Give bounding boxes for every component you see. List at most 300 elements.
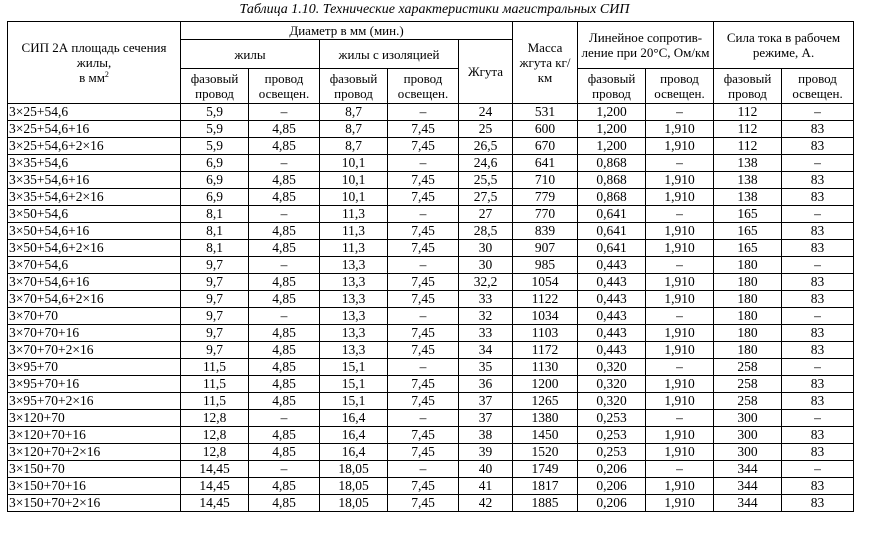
cell-current-lighting: 83	[782, 274, 854, 291]
cell-cross-section: 3×150+70+16	[8, 478, 181, 495]
cell-mass: 1034	[513, 308, 578, 325]
cell-cross-section: 3×35+54,6	[8, 155, 181, 172]
cell-insulated-phase: 13,3	[320, 257, 388, 274]
cell-insulated-lighting: 7,45	[388, 495, 459, 512]
cell-insulated-lighting: –	[388, 104, 459, 121]
table-row	[8, 172, 854, 189]
header-cross-section-sup: 2	[104, 70, 109, 79]
cell-core-phase: 8,1	[181, 240, 249, 257]
cell-resistance-lighting: 1,910	[646, 444, 714, 461]
header-core-lighting: провод освещен.	[249, 69, 320, 104]
cell-core-phase: 9,7	[181, 274, 249, 291]
cell-mass: 839	[513, 223, 578, 240]
cell-cross-section: 3×70+54,6+2×16	[8, 291, 181, 308]
cell-core-phase: 11,5	[181, 359, 249, 376]
cell-insulated-phase: 13,3	[320, 342, 388, 359]
cell-core-phase: 6,9	[181, 155, 249, 172]
cell-resistance-lighting: –	[646, 461, 714, 478]
header-bundle: Жгута	[459, 40, 513, 104]
cell-current-phase: 165	[714, 240, 782, 257]
cell-resistance-lighting: 1,910	[646, 121, 714, 138]
header-cross-section-line1: СИП 2А площадь сечения	[21, 40, 167, 55]
cell-current-lighting: 83	[782, 189, 854, 206]
cell-cross-section: 3×35+54,6+16	[8, 172, 181, 189]
cell-bundle: 24,6	[459, 155, 513, 172]
cell-cross-section: 3×25+54,6+2×16	[8, 138, 181, 155]
cell-insulated-phase: 13,3	[320, 291, 388, 308]
table-row	[8, 291, 854, 308]
cell-resistance-lighting: –	[646, 257, 714, 274]
cell-mass: 1103	[513, 325, 578, 342]
cell-core-phase: 12,8	[181, 427, 249, 444]
specs-table	[7, 21, 854, 512]
cell-insulated-lighting: 7,45	[388, 478, 459, 495]
cell-current-lighting: 83	[782, 291, 854, 308]
table-row	[8, 376, 854, 393]
cell-current-phase: 300	[714, 427, 782, 444]
cell-resistance-phase: 0,320	[578, 359, 646, 376]
cell-insulated-lighting: –	[388, 359, 459, 376]
cell-resistance-lighting: 1,910	[646, 495, 714, 512]
cell-current-phase: 112	[714, 104, 782, 121]
cell-current-phase: 112	[714, 138, 782, 155]
table-body	[8, 104, 854, 512]
cell-core-phase: 14,45	[181, 478, 249, 495]
cell-insulated-phase: 15,1	[320, 376, 388, 393]
table-row	[8, 495, 854, 512]
cell-resistance-phase: 0,868	[578, 189, 646, 206]
cell-mass: 1200	[513, 376, 578, 393]
cell-insulated-phase: 16,4	[320, 410, 388, 427]
cell-insulated-lighting: 7,45	[388, 274, 459, 291]
cell-insulated-phase: 11,3	[320, 240, 388, 257]
cell-mass: 1450	[513, 427, 578, 444]
cell-current-lighting: –	[782, 155, 854, 172]
cell-insulated-phase: 13,3	[320, 274, 388, 291]
cell-insulated-phase: 15,1	[320, 393, 388, 410]
cell-resistance-phase: 0,443	[578, 325, 646, 342]
header-mass: Масса жгута кг/км	[513, 22, 578, 104]
cell-core-lighting: –	[249, 206, 320, 223]
header-current-phase: фазовый провод	[714, 69, 782, 104]
table-row	[8, 308, 854, 325]
cell-resistance-phase: 0,443	[578, 274, 646, 291]
cell-bundle: 34	[459, 342, 513, 359]
cell-current-lighting: 83	[782, 427, 854, 444]
cell-resistance-phase: 0,641	[578, 223, 646, 240]
cell-bundle: 36	[459, 376, 513, 393]
cell-core-phase: 12,8	[181, 444, 249, 461]
cell-insulated-phase: 18,05	[320, 478, 388, 495]
table-row	[8, 325, 854, 342]
cell-current-phase: 258	[714, 376, 782, 393]
cell-current-phase: 112	[714, 121, 782, 138]
cell-insulated-lighting: –	[388, 155, 459, 172]
cell-mass: 1172	[513, 342, 578, 359]
cell-resistance-lighting: 1,910	[646, 325, 714, 342]
cell-core-phase: 5,9	[181, 138, 249, 155]
table-row	[8, 223, 854, 240]
cell-current-phase: 258	[714, 359, 782, 376]
header-insulated-lighting: провод освещен.	[388, 69, 459, 104]
cell-mass: 779	[513, 189, 578, 206]
cell-core-lighting: 4,85	[249, 376, 320, 393]
cell-mass: 531	[513, 104, 578, 121]
cell-resistance-phase: 1,200	[578, 104, 646, 121]
cell-insulated-phase: 8,7	[320, 138, 388, 155]
cell-insulated-phase: 16,4	[320, 444, 388, 461]
table-row	[8, 444, 854, 461]
cell-resistance-lighting: 1,910	[646, 291, 714, 308]
cell-insulated-phase: 8,7	[320, 104, 388, 121]
cell-bundle: 37	[459, 410, 513, 427]
cell-core-lighting: 4,85	[249, 444, 320, 461]
cell-current-phase: 138	[714, 189, 782, 206]
cell-insulated-phase: 15,1	[320, 359, 388, 376]
cell-insulated-lighting: 7,45	[388, 444, 459, 461]
cell-mass: 1122	[513, 291, 578, 308]
cell-resistance-lighting: –	[646, 206, 714, 223]
table-row	[8, 274, 854, 291]
cell-current-phase: 344	[714, 495, 782, 512]
cell-core-phase: 12,8	[181, 410, 249, 427]
cell-core-phase: 5,9	[181, 121, 249, 138]
cell-insulated-lighting: 7,45	[388, 393, 459, 410]
cell-mass: 600	[513, 121, 578, 138]
cell-mass: 1380	[513, 410, 578, 427]
cell-insulated-phase: 18,05	[320, 495, 388, 512]
cell-core-lighting: 4,85	[249, 342, 320, 359]
cell-current-lighting: 83	[782, 138, 854, 155]
cell-resistance-lighting: 1,910	[646, 342, 714, 359]
cell-cross-section: 3×95+70+2×16	[8, 393, 181, 410]
cell-core-lighting: –	[249, 104, 320, 121]
cell-bundle: 30	[459, 240, 513, 257]
cell-insulated-lighting: 7,45	[388, 138, 459, 155]
table-row	[8, 342, 854, 359]
cell-insulated-lighting: 7,45	[388, 121, 459, 138]
cell-core-phase: 11,5	[181, 376, 249, 393]
cell-mass: 907	[513, 240, 578, 257]
cell-current-phase: 180	[714, 257, 782, 274]
cell-current-lighting: –	[782, 410, 854, 427]
cell-insulated-lighting: –	[388, 410, 459, 427]
cell-current-phase: 300	[714, 444, 782, 461]
table-row	[8, 240, 854, 257]
cell-cross-section: 3×50+54,6	[8, 206, 181, 223]
cell-current-phase: 180	[714, 291, 782, 308]
cell-current-phase: 300	[714, 410, 782, 427]
cell-core-lighting: 4,85	[249, 121, 320, 138]
cell-bundle: 33	[459, 291, 513, 308]
cell-resistance-phase: 0,443	[578, 291, 646, 308]
cell-insulated-lighting: 7,45	[388, 291, 459, 308]
table-caption: Таблица 1.10. Технические характеристики магистральных СИП	[239, 2, 630, 17]
cell-mass: 1130	[513, 359, 578, 376]
cell-mass: 985	[513, 257, 578, 274]
cell-core-lighting: 4,85	[249, 325, 320, 342]
cell-current-phase: 165	[714, 206, 782, 223]
cell-insulated-phase: 10,1	[320, 189, 388, 206]
cell-core-phase: 8,1	[181, 206, 249, 223]
header-resistance-group: Линейное сопротив-ление при 20°С, Ом/км	[578, 22, 714, 69]
cell-resistance-phase: 0,253	[578, 444, 646, 461]
table-row	[8, 478, 854, 495]
cell-current-phase: 138	[714, 172, 782, 189]
cell-resistance-phase: 0,868	[578, 155, 646, 172]
cell-resistance-lighting: 1,910	[646, 376, 714, 393]
cell-bundle: 28,5	[459, 223, 513, 240]
cell-cross-section: 3×25+54,6	[8, 104, 181, 121]
cell-core-lighting: 4,85	[249, 189, 320, 206]
cell-resistance-lighting: –	[646, 155, 714, 172]
cell-core-lighting: 4,85	[249, 393, 320, 410]
cell-insulated-lighting: –	[388, 206, 459, 223]
cell-bundle: 27	[459, 206, 513, 223]
table-row	[8, 155, 854, 172]
cell-bundle: 26,5	[459, 138, 513, 155]
cell-resistance-lighting: 1,910	[646, 172, 714, 189]
cell-bundle: 27,5	[459, 189, 513, 206]
table-row	[8, 359, 854, 376]
cell-mass: 1054	[513, 274, 578, 291]
cell-core-lighting: –	[249, 155, 320, 172]
cell-cross-section: 3×95+70+16	[8, 376, 181, 393]
cell-core-lighting: –	[249, 461, 320, 478]
cell-resistance-lighting: 1,910	[646, 274, 714, 291]
cell-core-lighting: 4,85	[249, 291, 320, 308]
cell-core-lighting: 4,85	[249, 427, 320, 444]
cell-core-lighting: 4,85	[249, 274, 320, 291]
cell-insulated-phase: 11,3	[320, 223, 388, 240]
cell-mass: 641	[513, 155, 578, 172]
table-row	[8, 393, 854, 410]
cell-core-phase: 14,45	[181, 495, 249, 512]
cell-mass: 1265	[513, 393, 578, 410]
cell-bundle: 39	[459, 444, 513, 461]
cell-current-lighting: 83	[782, 393, 854, 410]
cell-bundle: 42	[459, 495, 513, 512]
cell-resistance-lighting: 1,910	[646, 138, 714, 155]
cell-current-lighting: 83	[782, 325, 854, 342]
cell-resistance-phase: 0,443	[578, 257, 646, 274]
cell-bundle: 32	[459, 308, 513, 325]
cell-current-phase: 344	[714, 478, 782, 495]
cell-core-phase: 11,5	[181, 393, 249, 410]
header-insulated-phase: фазовый провод	[320, 69, 388, 104]
cell-core-lighting: 4,85	[249, 172, 320, 189]
cell-bundle: 38	[459, 427, 513, 444]
table-row	[8, 138, 854, 155]
cell-core-phase: 5,9	[181, 104, 249, 121]
cell-cross-section: 3×25+54,6+16	[8, 121, 181, 138]
cell-resistance-phase: 0,206	[578, 478, 646, 495]
cell-current-phase: 138	[714, 155, 782, 172]
cell-bundle: 33	[459, 325, 513, 342]
cell-current-lighting: 83	[782, 478, 854, 495]
cell-cross-section: 3×70+70	[8, 308, 181, 325]
cell-current-phase: 180	[714, 325, 782, 342]
cell-resistance-phase: 0,253	[578, 427, 646, 444]
header-core-phase: фазовый провод	[181, 69, 249, 104]
cell-current-lighting: 83	[782, 444, 854, 461]
cell-current-lighting: –	[782, 206, 854, 223]
cell-mass: 1520	[513, 444, 578, 461]
header-current-group: Сила тока в рабочем режиме, А.	[714, 22, 854, 69]
cell-resistance-phase: 0,253	[578, 410, 646, 427]
cell-cross-section: 3×120+70+16	[8, 427, 181, 444]
cell-bundle: 37	[459, 393, 513, 410]
cell-current-phase: 258	[714, 393, 782, 410]
cell-insulated-lighting: –	[388, 461, 459, 478]
cell-core-lighting: –	[249, 257, 320, 274]
cell-current-lighting: 83	[782, 376, 854, 393]
cell-bundle: 32,2	[459, 274, 513, 291]
cell-bundle: 24	[459, 104, 513, 121]
header-resistance-phase: фазовый провод	[578, 69, 646, 104]
cell-bundle: 25	[459, 121, 513, 138]
cell-current-lighting: 83	[782, 172, 854, 189]
cell-mass: 1817	[513, 478, 578, 495]
cell-current-lighting: 83	[782, 121, 854, 138]
cell-resistance-phase: 1,200	[578, 121, 646, 138]
cell-resistance-phase: 0,868	[578, 172, 646, 189]
cell-resistance-phase: 0,443	[578, 308, 646, 325]
table-row	[8, 104, 854, 121]
cell-insulated-phase: 13,3	[320, 308, 388, 325]
cell-resistance-lighting: 1,910	[646, 478, 714, 495]
cell-mass: 770	[513, 206, 578, 223]
table-row	[8, 410, 854, 427]
cell-insulated-phase: 10,1	[320, 172, 388, 189]
cell-resistance-phase: 0,206	[578, 495, 646, 512]
header-cross-section	[8, 22, 181, 104]
cell-core-lighting: 4,85	[249, 138, 320, 155]
cell-core-lighting: 4,85	[249, 240, 320, 257]
cell-core-lighting: 4,85	[249, 478, 320, 495]
cell-cross-section: 3×150+70	[8, 461, 181, 478]
cell-resistance-phase: 0,641	[578, 206, 646, 223]
cell-core-phase: 6,9	[181, 172, 249, 189]
cell-current-lighting: –	[782, 257, 854, 274]
table-row	[8, 189, 854, 206]
cell-resistance-lighting: –	[646, 359, 714, 376]
table-row	[8, 257, 854, 274]
cell-resistance-lighting: 1,910	[646, 240, 714, 257]
cell-insulated-lighting: 7,45	[388, 172, 459, 189]
cell-current-phase: 165	[714, 223, 782, 240]
cell-core-phase: 9,7	[181, 257, 249, 274]
cell-core-phase: 9,7	[181, 291, 249, 308]
cell-bundle: 30	[459, 257, 513, 274]
cell-insulated-lighting: 7,45	[388, 376, 459, 393]
cell-current-lighting: –	[782, 359, 854, 376]
table-row	[8, 461, 854, 478]
cell-insulated-lighting: 7,45	[388, 342, 459, 359]
cell-insulated-lighting: 7,45	[388, 223, 459, 240]
header-diameter-group: Диаметр в мм (мин.)	[181, 22, 513, 40]
cell-insulated-lighting: 7,45	[388, 427, 459, 444]
cell-cross-section: 3×50+54,6+16	[8, 223, 181, 240]
cell-insulated-phase: 16,4	[320, 427, 388, 444]
cell-current-lighting: –	[782, 461, 854, 478]
cell-bundle: 35	[459, 359, 513, 376]
cell-resistance-phase: 0,206	[578, 461, 646, 478]
cell-current-phase: 180	[714, 342, 782, 359]
cell-core-phase: 14,45	[181, 461, 249, 478]
cell-bundle: 25,5	[459, 172, 513, 189]
header-core-insulated-group: жилы с изоляцией	[320, 40, 459, 69]
cell-core-phase: 6,9	[181, 189, 249, 206]
cell-insulated-phase: 8,7	[320, 121, 388, 138]
cell-cross-section: 3×120+70+2×16	[8, 444, 181, 461]
cell-cross-section: 3×120+70	[8, 410, 181, 427]
cell-bundle: 40	[459, 461, 513, 478]
cell-mass: 1885	[513, 495, 578, 512]
cell-core-phase: 9,7	[181, 342, 249, 359]
cell-resistance-lighting: –	[646, 308, 714, 325]
cell-cross-section: 3×70+70+16	[8, 325, 181, 342]
cell-insulated-phase: 10,1	[320, 155, 388, 172]
cell-current-lighting: 83	[782, 240, 854, 257]
cell-resistance-phase: 0,443	[578, 342, 646, 359]
cell-insulated-phase: 11,3	[320, 206, 388, 223]
cell-current-lighting: 83	[782, 223, 854, 240]
cell-core-lighting: 4,85	[249, 359, 320, 376]
cell-core-phase: 8,1	[181, 223, 249, 240]
cell-core-lighting: 4,85	[249, 495, 320, 512]
cell-cross-section: 3×35+54,6+2×16	[8, 189, 181, 206]
header-core-group: жилы	[181, 40, 320, 69]
cell-core-lighting: –	[249, 308, 320, 325]
cell-cross-section: 3×70+54,6	[8, 257, 181, 274]
header-cross-section-line2: жилы,	[76, 55, 112, 70]
table-row	[8, 427, 854, 444]
cell-resistance-phase: 0,320	[578, 393, 646, 410]
cell-current-lighting: –	[782, 104, 854, 121]
cell-cross-section: 3×70+70+2×16	[8, 342, 181, 359]
cell-cross-section: 3×95+70	[8, 359, 181, 376]
cell-mass: 710	[513, 172, 578, 189]
cell-insulated-lighting: –	[388, 308, 459, 325]
cell-core-lighting: –	[249, 410, 320, 427]
cell-core-phase: 9,7	[181, 325, 249, 342]
cell-insulated-phase: 18,05	[320, 461, 388, 478]
cell-cross-section: 3×70+54,6+16	[8, 274, 181, 291]
cell-bundle: 41	[459, 478, 513, 495]
cell-current-lighting: –	[782, 308, 854, 325]
cell-current-lighting: 83	[782, 495, 854, 512]
cell-insulated-lighting: 7,45	[388, 240, 459, 257]
cell-mass: 1749	[513, 461, 578, 478]
cell-resistance-lighting: –	[646, 410, 714, 427]
header-current-lighting: провод освещен.	[782, 69, 854, 104]
cell-current-phase: 180	[714, 308, 782, 325]
cell-insulated-lighting: –	[388, 257, 459, 274]
header-cross-section-line3: в мм	[79, 70, 105, 85]
cell-resistance-phase: 1,200	[578, 138, 646, 155]
table-row	[8, 206, 854, 223]
cell-resistance-lighting: –	[646, 104, 714, 121]
cell-resistance-lighting: 1,910	[646, 189, 714, 206]
cell-insulated-lighting: 7,45	[388, 189, 459, 206]
cell-cross-section: 3×150+70+2×16	[8, 495, 181, 512]
cell-current-lighting: 83	[782, 342, 854, 359]
cell-core-phase: 9,7	[181, 308, 249, 325]
cell-resistance-phase: 0,641	[578, 240, 646, 257]
cell-core-lighting: 4,85	[249, 223, 320, 240]
cell-insulated-phase: 13,3	[320, 325, 388, 342]
